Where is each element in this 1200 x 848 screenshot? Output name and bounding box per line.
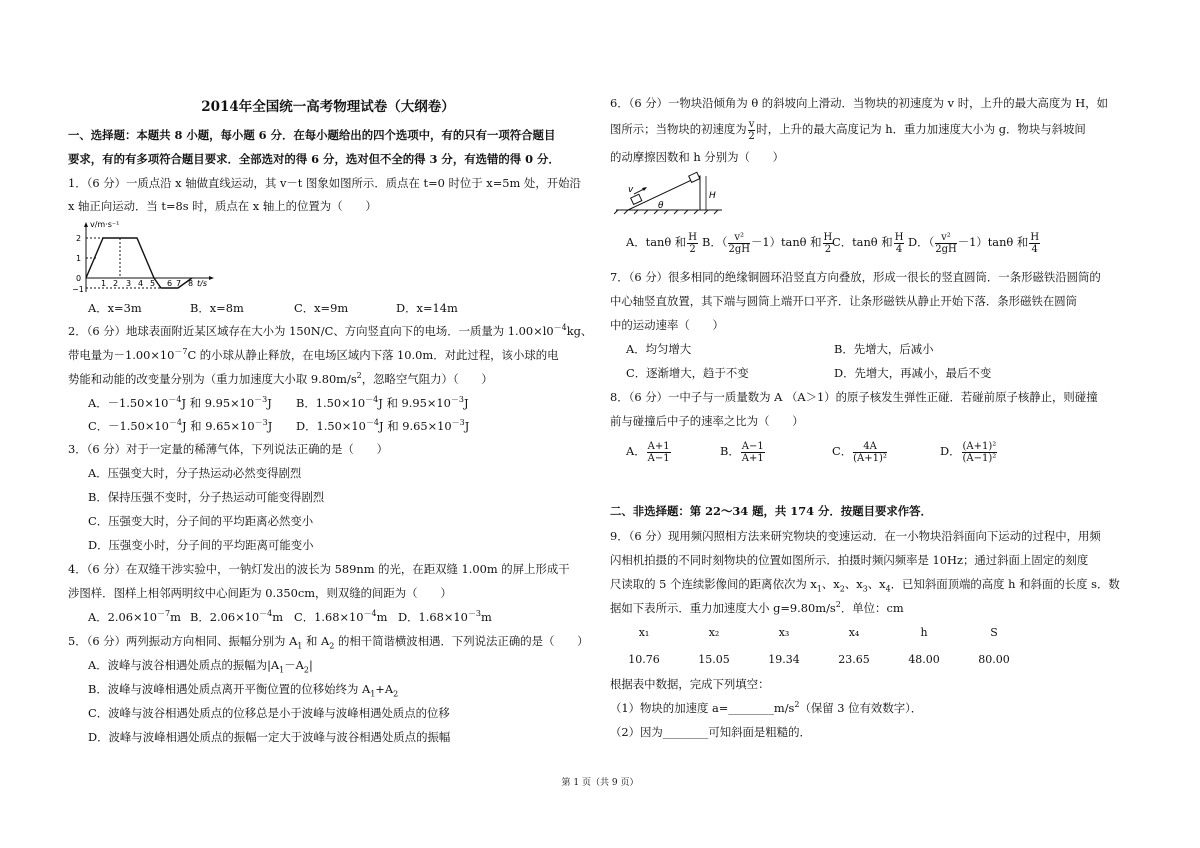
- table-header-cell: x₂: [708, 626, 720, 639]
- xtick-7: 7: [176, 279, 182, 288]
- ytick-2: 2: [76, 234, 82, 243]
- table-header-cell: x₃: [778, 626, 790, 639]
- q8-line2: 前与碰撞后中子的速率之比为（ ）: [610, 414, 804, 428]
- section1-line1: 一、选择题：本题共 8 小题，每小题 6 分．在每小题给出的四个选项中，有的只有一项符合题目: [68, 128, 556, 142]
- q9-fill-2: （2）因为________可知斜面是粗糙的．: [610, 725, 811, 739]
- q1-option-b: B．x=8m: [190, 301, 244, 315]
- q2-option-a: A．$-1.50\times 10^{-4}J$ 和 $9.95\times 10^{-3}J$: [88, 395, 272, 410]
- ytick-neg1: −1: [72, 285, 84, 294]
- q1-line1: 1．（6 分）一质点沿 x 轴做直线运动，其 v－t 图象如图所示．质点在 t=0 时位于 x=5m 处，开始沿: [68, 176, 581, 190]
- q3-option-d: D．压强变小时，分子间的平均距离可能变小: [88, 538, 314, 552]
- ytick-0: 0: [76, 274, 82, 283]
- q5-line1: 5．（6 分）两列振动方向相同、振幅分别为 $A_1$ 和 $A_2$ 的相干简谐横波相遇．下列说法正确的是（ ）: [68, 634, 589, 651]
- graph-tlabel: t/s: [197, 279, 207, 288]
- q5-option-a: A．波峰与波谷相遇处质点的振幅为$|A_1-A_2|$: [88, 658, 313, 675]
- q4-option-c: C．$1.68\times 10^{-4}m$: [294, 609, 388, 624]
- q3-line1: 3．（6 分）对于一定量的稀薄气体，下列说法正确的是（ ）: [68, 442, 388, 456]
- xtick-3: 3: [126, 279, 132, 288]
- fig-theta-label: θ: [658, 201, 664, 211]
- q8-option-d: D． $\frac{\text{(A+1)²}}{\text{(A−1)²}}$: [940, 440, 997, 464]
- q6-line2: 图所示；当物块的初速度为 $\frac{v}{2}$ 时，上升的最大高度记为 h．重力加速度大小为 g．物块与斜坡间: [610, 118, 1086, 142]
- q9-line4: 据如下表所示．重力加速度大小 $g=9.80m/s^2$．单位：cm: [610, 600, 904, 615]
- q6-option-b: B．（ $\frac{\text{v²}}{2gH}$ －1）tanθ 和 $\frac{H}{2}$: [702, 231, 833, 255]
- q5-option-b: B．波峰与波峰相遇处质点离开平衡位置的位移始终为 $A_1+A_2$: [88, 682, 399, 699]
- q9-line1: 9．（6 分）现用频闪照相方法来研究物块的变速运动．在一小物块沿斜面向下运动的过程中，用频: [610, 529, 1101, 543]
- q4-line2: 涉图样．图样上相邻两明纹中心间距为 0.350cm，则双缝的间距为（ ）: [68, 586, 452, 600]
- q9-line3: 尺读取的 5 个连续影像间的距离依次为 $x_1$、$x_2$、$x_3$、$x_4$．已知斜面顶端的高度 h 和斜面的长度 s．数: [610, 577, 1120, 594]
- fig-v-label: v: [628, 185, 634, 195]
- xtick-6: 6: [167, 279, 173, 288]
- q8-option-a: A． $\frac{A+1}{A-1}$: [626, 440, 670, 464]
- q6-line3: 的动摩擦因数和 h 分别为（ ）: [610, 150, 785, 164]
- q8-option-b: B． $\frac{A-1}{A+1}$: [720, 440, 764, 464]
- q6-option-d: D．（ $\frac{\text{v²}}{2gH}$ －1）tanθ 和 $\frac{H}{4}$: [908, 231, 1040, 255]
- xtick-2: 2: [113, 279, 119, 288]
- table-value-cell: 48.00: [908, 653, 940, 666]
- page-footer: 第 1 页（共 9 页）: [561, 778, 639, 788]
- q6-option-c: C．tanθ 和 $\frac{H}{4}$: [832, 231, 904, 255]
- q2-line3: 势能和动能的改变量分别为（重力加速度大小取 $9.80m/s^2$，忽略空气阻力）（ ）: [68, 371, 493, 386]
- q6-line1: 6．（6 分）一物块沿倾角为 θ 的斜坡向上滑动．当物块的初速度为 v 时，上升的最大高度为 H，如: [610, 96, 1108, 110]
- q9-fill-1: （1）物块的加速度 $a=\_\_\_\_\_\_\_\_m/s^2$（保留 3 位有效数字）．: [610, 700, 923, 715]
- q8-line1: 8．（6 分）一中子与一质量数为 A （A＞1）的原子核发生弹性正碰．若碰前原子核静止，则碰撞: [610, 390, 1098, 404]
- q4-option-a: A．$2.06\times 10^{-7}m$: [88, 609, 181, 624]
- q2-option-c: C．$-1.50\times 10^{-4}J$ 和 $9.65\times 10^{-3}J$: [88, 418, 273, 433]
- q1-option-c: C．x=9m: [294, 301, 349, 315]
- graph-ylabel: v/m·s⁻¹: [90, 220, 120, 229]
- xtick-5: 5: [150, 279, 156, 288]
- q2-option-d: D．$1.50\times 10^{-4}J$ 和 $9.65\times 10^{-3}J$: [296, 418, 470, 433]
- xtick-4: 4: [138, 279, 144, 288]
- q7-line3: 中的运动速率（ ）: [610, 318, 724, 332]
- xtick-8: 8: [188, 279, 194, 288]
- q7-line1: 7．（6 分）很多相同的绝缘铜圆环沿竖直方向叠放，形成一很长的竖直圆筒．一条形磁铁沿圆筒的: [610, 270, 1101, 284]
- q7-option-a: A．均匀增大: [626, 342, 692, 356]
- q3-option-a: A．压强变大时，分子热运动必然变得剧烈: [88, 466, 302, 480]
- q7-option-c: C．逐渐增大，趋于不变: [626, 366, 749, 380]
- q3-option-b: B．保持压强不变时，分子热运动可能变得剧烈: [88, 490, 325, 504]
- q4-line1: 4．（6 分）在双缝干涉实验中，一钠灯发出的波长为 589nm 的光，在距双缝 1.00m 的屏上形成干: [68, 562, 570, 576]
- table-value-cell: 80.00: [978, 653, 1010, 666]
- q5-option-c: C．波峰与波谷相遇处质点的位移总是小于波峰与波峰相遇处质点的位移: [88, 706, 450, 720]
- q1-option-d: D．x=14m: [396, 301, 458, 315]
- q2-option-b: B．$1.50\times 10^{-4}J$ 和 $9.95\times 10^{-3}J$: [296, 395, 469, 410]
- q6-option-a: A．tanθ 和 $\frac{H}{2}$: [626, 231, 697, 255]
- q8-option-c: C． $\frac{4A}{\text{(A+1)²}}$: [832, 440, 887, 464]
- q4-option-b: B．$2.06\times 10^{-4}m$: [190, 609, 284, 624]
- table-header-cell: x₄: [848, 626, 860, 639]
- fig-h-label: H: [709, 191, 716, 201]
- page-title: 2014年全国统一高考物理试卷（大纲卷）: [201, 99, 455, 115]
- table-header-cell: S: [990, 626, 998, 639]
- q1-option-a: A．x=3m: [88, 301, 142, 315]
- q3-option-c: C．压强变大时，分子间的平均距离必然变小: [88, 514, 314, 528]
- q2-line1: 2．（6 分）地球表面附近某区域存在大小为 150N/C、方向竖直向下的电场．一质量为 $1.00\times l0^{-4}kg$、: [68, 323, 593, 338]
- q9-fill-intro: 根据表中数据，完成下列填空：: [610, 677, 770, 691]
- table-header-cell: x₁: [638, 626, 650, 639]
- q4-option-d: D．$1.68\times 10^{-3}m$: [398, 609, 492, 624]
- q7-option-b: B．先增大，后减小: [834, 342, 934, 356]
- q5-option-d: D．波峰与波峰相遇处质点的振幅一定大于波峰与波谷相遇处质点的振幅: [88, 730, 451, 744]
- table-value-cell: 19.34: [768, 653, 800, 666]
- q1-vt-graph: [72, 218, 222, 298]
- table-header-cell: h: [920, 626, 928, 639]
- table-value-cell: 10.76: [628, 653, 660, 666]
- ytick-1: 1: [76, 254, 82, 263]
- q7-line2: 中心轴竖直放置，其下端与圆筒上端开口平齐．让条形磁铁从静止开始下落．条形磁铁在圆筒: [610, 294, 1078, 308]
- table-value-cell: 23.65: [838, 653, 870, 666]
- q6-slope-figure: [614, 168, 724, 216]
- q9-line2: 闪相机拍摄的不同时刻物块的位置如图所示．拍摄时频闪频率是 10Hz；通过斜面上固定的刻度: [610, 553, 1089, 567]
- table-value-cell: 15.05: [698, 653, 730, 666]
- section2-heading: 二、非选择题：第 22～34 题，共 174 分．按题目要求作答．: [610, 504, 932, 518]
- xtick-1: 1: [101, 279, 107, 288]
- q7-option-d: D．先增大，再减小，最后不变: [834, 366, 992, 380]
- section1-line2: 要求，有的有多项符合题目要求．全部选对的得 6 分，选对但不全的得 3 分，有选错的得 0 分．: [68, 152, 560, 166]
- q2-line2: 带电量为$-1.00\times 10^{-7}C$ 的小球从静止释放，在电场区域内下落 10.0m．对此过程，该小球的电: [68, 347, 559, 362]
- q1-line2: x 轴正向运动．当 t=8s 时，质点在 x 轴上的位置为（ ）: [68, 199, 377, 213]
